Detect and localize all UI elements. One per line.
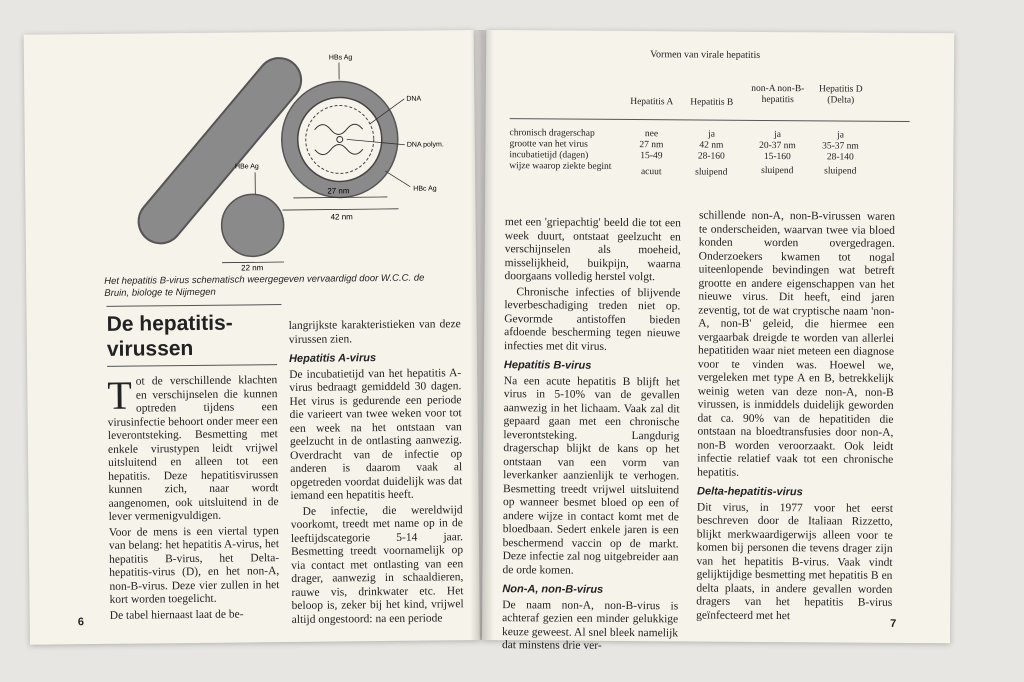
table-cell: sluipend: [824, 166, 857, 177]
right-column-1: [502, 216, 681, 656]
paragraph: Tot de verschillende klachten en verschijnselen die kunnen optreden tijdens een virusinfectie behoort onder meer een leverontsteking. Besmetting met enkele virustypen leidt vrijwel uitsluitend en alleen tot een hepatitis. Deze hepatitisvirussen kunnen zich, naar wordt aangenomen, ook uitsluitend in de lever vermenigvuldigen.: [107, 372, 279, 523]
table-title: Vormen van virale hepatitis: [650, 49, 761, 61]
table-cell: 15-49: [640, 151, 663, 162]
table-cell: 28-160: [697, 151, 725, 162]
table-cell: sluipend: [761, 165, 794, 177]
label-22nm: 22 nm: [241, 263, 264, 273]
paragraph: De infectie, die wereldwijd voorkomt, treedt met name op in de leeftijdscategorie 5-14 jaar. Besmetting treedt voornamelijk op via contact met ontlasting van een drager, aanwezig in schaaldieren, rauwe vis, drinkwater etc. Het beloop is, zeker bij het kind, vrijwel altijd ongestoord: na een periode: [290, 503, 464, 626]
table-cell: 42 nm: [699, 140, 724, 151]
paragraph: Dit virus, in 1977 voor het eerst beschreven door de Italiaan Rizzetto, blijkt merkwaardigerwijs alleen voor te komen bij personen die tevens drager zijn van het hepatitis B-virus. Vaak vindt gelijktijdige besmetting met hepatitis B en delta plaats, in andere gevallen worden dragers van het hepatitis B-virus geïnfecteerd met het: [696, 500, 893, 622]
table-cell: 15-160: [763, 151, 791, 163]
paragraph: De naam non-A, non-B-virus is achteraf gezien een minder gelukkige keuze geweest. Al snel bleek namelijk dat minstens drie ver-: [501, 598, 679, 652]
table-cell: 35-37 nm: [822, 141, 859, 152]
paragraph: Na een acute hepatitis B blijft het virus in 5-10% van de gevallen aanwezig in het lichaam. Vaak zal dit gepaard gaan met een chronische leverontsteking. Langdurig dragerschap blijkt de kans op het ontstaan van een vorm van leverkanker aanzienlijk te verhogen. Besmetting treedt vrijwel uitsluitend op wanneer besmet bloed op een of andere wijze in contact komt met de bloedbaan. Sedert enkele jaren is een beschermend vaccin op de markt. Deze infectie zal nog uitgebreider aan de orde komen.: [502, 374, 680, 577]
heading-line-1: De hepatitis-: [106, 311, 233, 336]
table-cell: nee: [644, 129, 659, 140]
page-number-right: 7: [890, 617, 897, 630]
table-row-label: grootte van het virus: [509, 139, 588, 150]
label-42nm: 42 nm: [330, 212, 353, 222]
table-cell: ja: [708, 129, 715, 140]
paragraph: Chronische infecties of blijvende leverbeschadiging treden niet op. Gevormde antistoffen bieden afdoende bescherming tegen nieuwe infecties met dit virus.: [504, 285, 681, 353]
heading-divider: [107, 364, 277, 367]
table-row-label: incubatietijd (dagen): [509, 150, 589, 161]
table-header: Hepatitis A: [630, 97, 674, 108]
page-number-left: 6: [77, 616, 84, 629]
figure-caption: Het hepatitis B-virus schematisch weergegeven vervaardigd door W.C.C. de Bruin, biologe te Nijmegen: [104, 272, 425, 299]
table-row-label: chronisch dragerschap: [509, 128, 595, 139]
table-header: Hepatitis B: [690, 97, 734, 108]
left-column-2: [289, 318, 464, 629]
label-dna-polym: DNA polym.: [406, 141, 444, 149]
table-cell: 20-37 nm: [759, 140, 796, 152]
paragraph: De incubatietijd van het hepatitis A-virus bedraagt gemiddeld 30 dagen. Het virus is gedurende een periode die varieert van twee weken voor tot een week na het ontstaan van geelzucht in de ontlasting aanwezig. Overdracht van de infectie op anderen is daarom vaak al opgetreden voordat duidelijk was dat iemand een hepatitis heeft.: [289, 366, 463, 502]
table-cell: 27 nm: [639, 140, 664, 151]
table-rule: [510, 118, 910, 122]
paragraph: schillende non-A, non-B-virussen waren te onderscheiden, waarvan twee via bloed konden worden overgedragen. Onderzoekers kwamen tot nogal uiteenlopende bevindingen wat betreft grootte en andere eigenschappen van het nieuwe virus. Dit heeft, eind jaren zeventig, tot de wat cryptische naam 'non-A, non-B' geleid, die hiermee een vergaarbak dreigde te worden van allerlei hepatitiden waar niet meteen een diagnose voor te vinden was. Hoewel we, vergeleken met type A en B, betrekkelijk weinig weten van deze non-A, non-B virussen, is inmiddels duidelijk geworden dat ca. 90% van de hepatitiden die ontstaan na bloedtransfusies door non-A, non-B worden veroorzaakt. Ook leidt infectie relatief vaak tot een chronische hepatitis.: [697, 209, 896, 479]
paragraph: Voor de mens is een viertal typen van belang: het hepatitis A-virus, het hepatitis B-virus, het Delta-hepatitis-virus (D), en het non-A, non-B-virus. Deze vier zullen in het kort worden toegelicht.: [108, 524, 280, 606]
left-page: [24, 30, 480, 645]
book-gutter: [470, 30, 494, 640]
hepatitis-table: [509, 48, 930, 201]
heading-line-2: virussen: [106, 336, 194, 361]
table-cell: sluipend: [695, 167, 728, 178]
table-cell: 28-140: [826, 152, 854, 163]
table-header: non-A non-B-hepatitis: [751, 83, 805, 106]
hepatitis-b-virus-figure: [84, 38, 456, 272]
paragraph: met een 'griepachtig' beeld die tot een week duurt, ontstaat geelzucht en verschijnselen als moeheid, misselijkheid, buikpijn, waarna doorgaans volledig herstel volgt.: [504, 216, 681, 284]
subheading-hepatitis-a: Hepatitis A-virus: [288, 352, 377, 365]
dane-particle: [281, 81, 398, 198]
small-sphere: [221, 194, 284, 257]
label-hbs-top: HBs Ag: [328, 54, 353, 62]
paragraph: langrijkste karakteristieken van deze virussen zien.: [288, 318, 461, 346]
paragraph: De tabel hiernaast laat de be-: [109, 607, 244, 622]
label-27nm: 27 nm: [327, 186, 350, 196]
table-cell: ja: [774, 130, 781, 141]
subheading-hepatitis-b: Hepatitis B-virus: [503, 359, 592, 372]
chapter-heading: [107, 311, 234, 362]
right-page: [482, 30, 954, 652]
table-header: Hepatitis D (Delta): [819, 84, 863, 106]
subheading-delta: Delta-hepatitis-virus: [697, 485, 803, 499]
table-cell: acuut: [640, 167, 662, 178]
left-column-1: [107, 374, 280, 625]
label-hbs-left: HBe Ag: [234, 163, 259, 171]
book-spread: [30, 30, 970, 670]
table-row-label: wijze waarop ziekte begint: [509, 161, 612, 172]
caption-divider: [106, 304, 281, 307]
label-dna: DNA: [406, 95, 422, 103]
right-column-2: [696, 210, 895, 626]
table-cell: ja: [837, 130, 844, 141]
subheading-non-a-non-b: Non-A, non-B-virus: [502, 583, 604, 596]
dropcap: T: [107, 372, 133, 418]
label-hbc: HBc Ag: [413, 185, 437, 193]
